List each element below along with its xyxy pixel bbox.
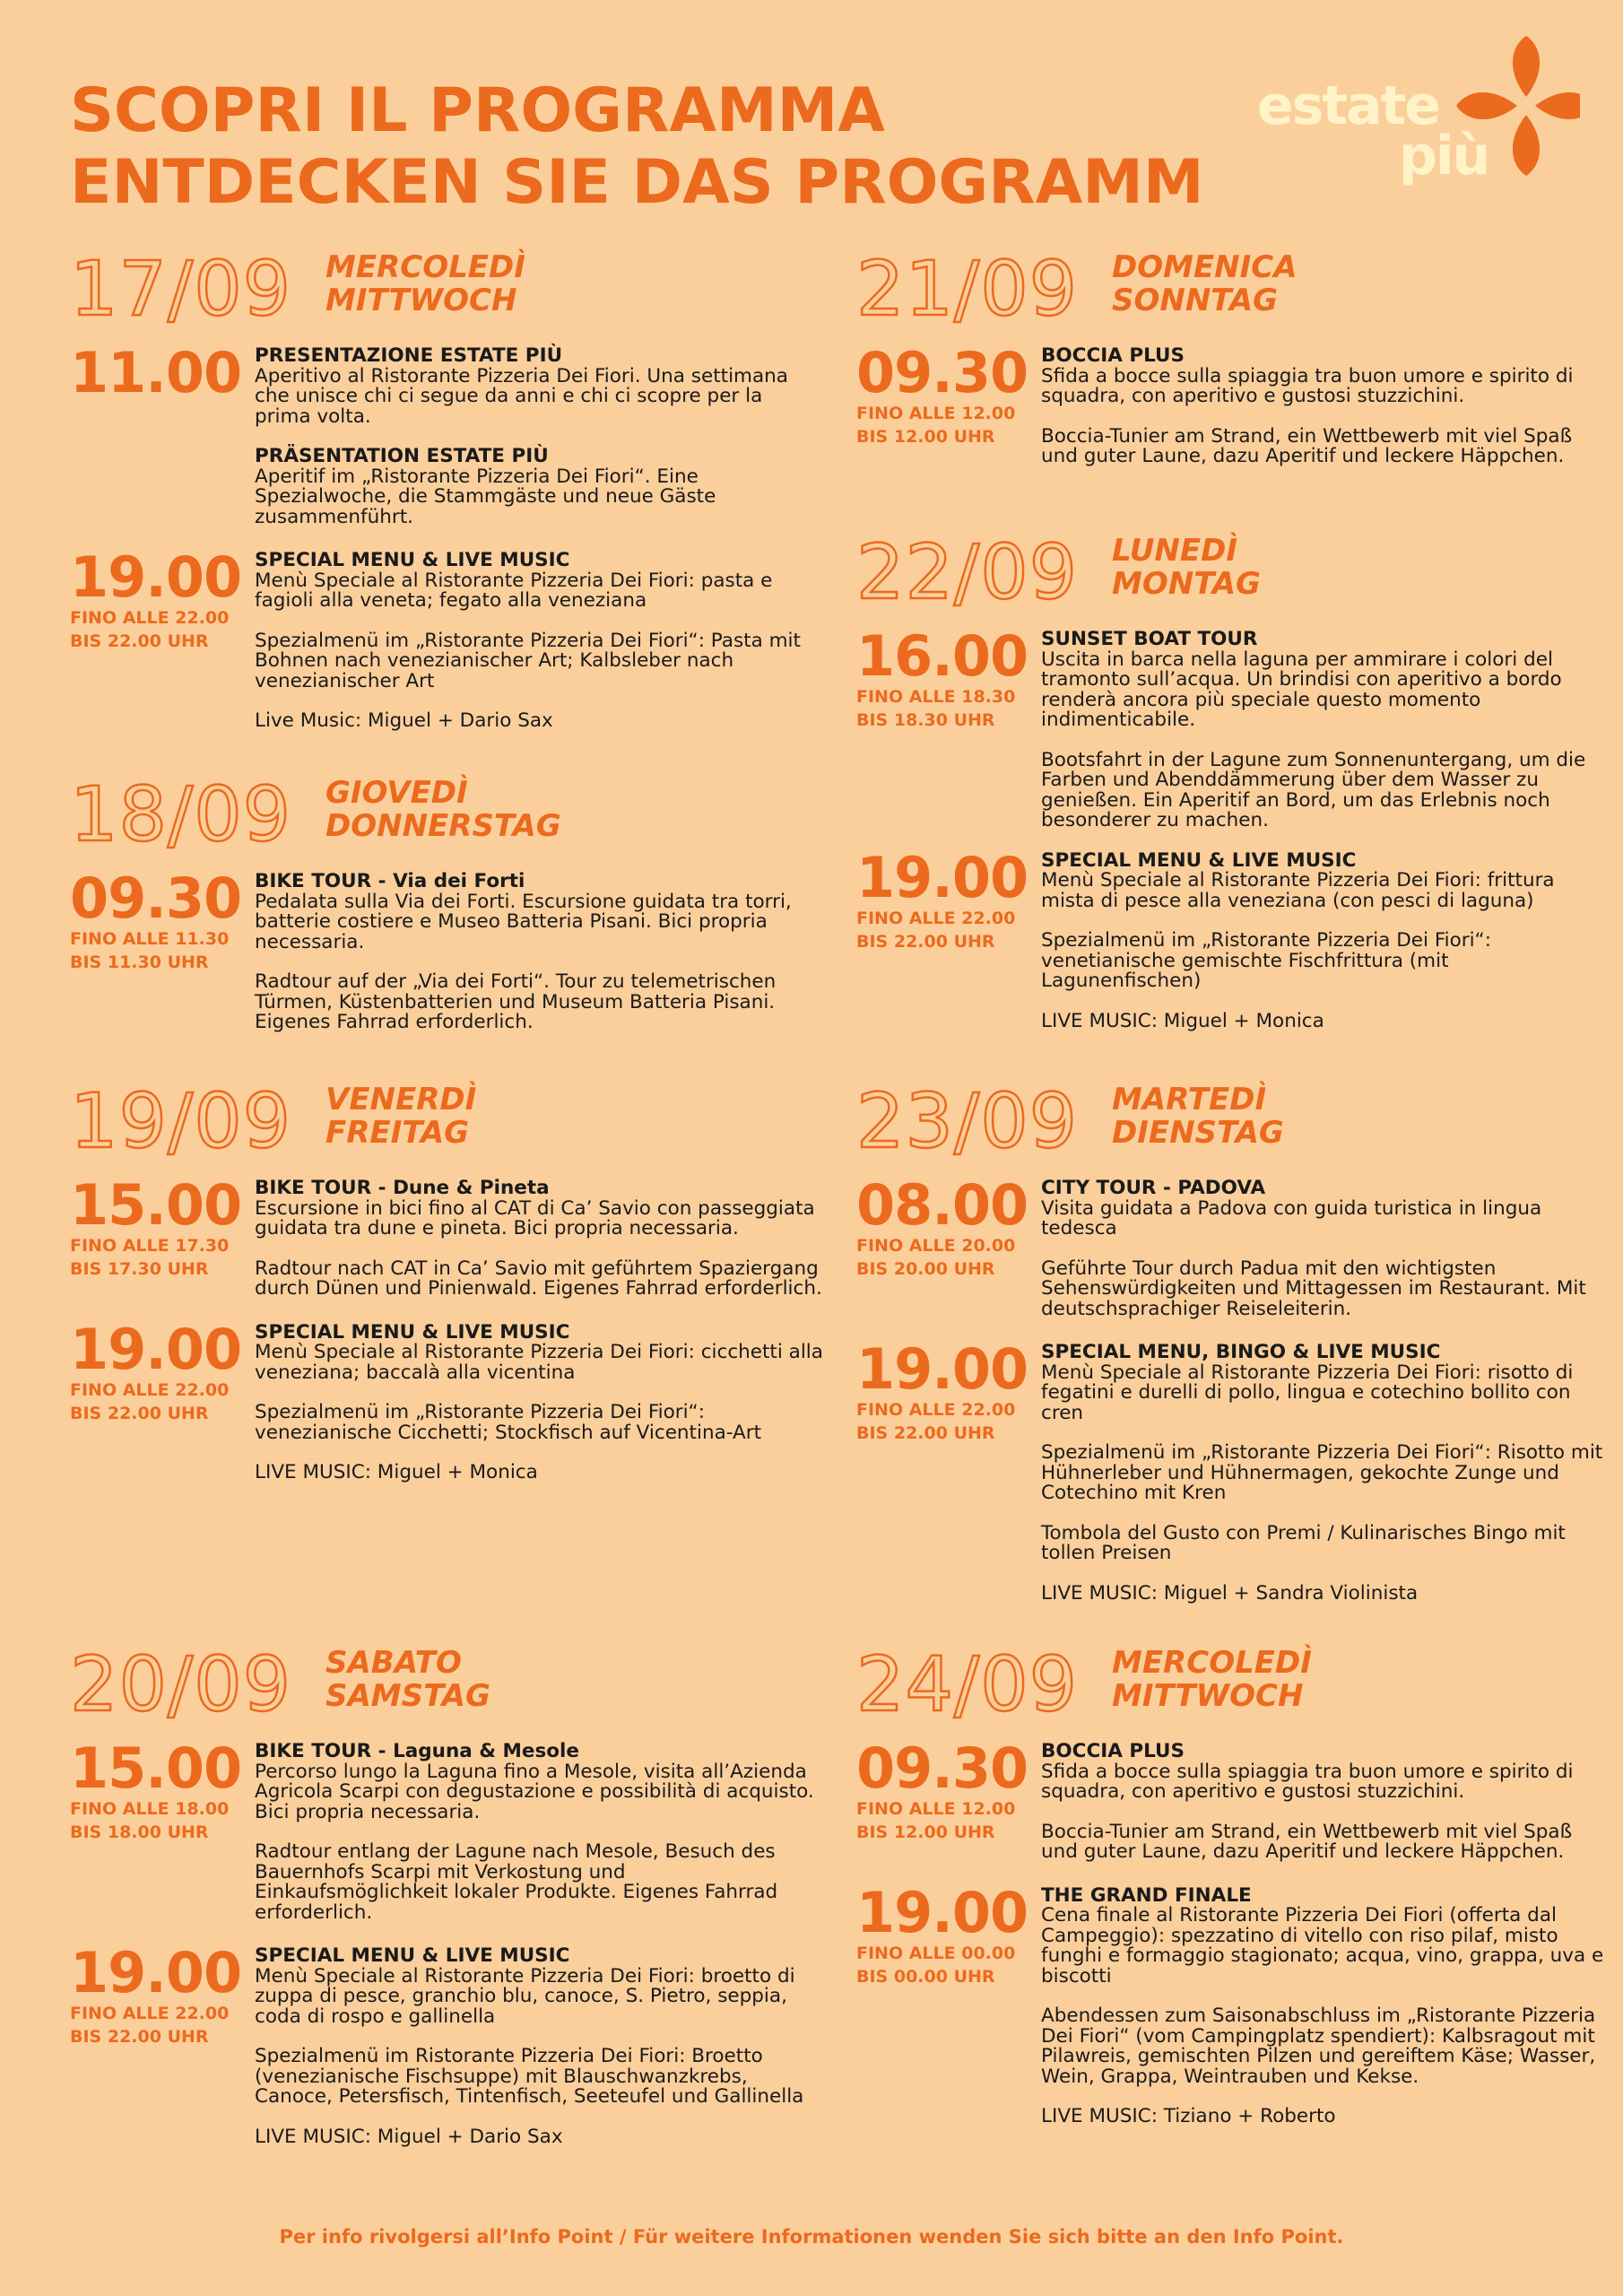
event-time-block <box>856 844 1036 952</box>
day-block <box>856 527 1610 1031</box>
event-time: 09.30 <box>856 340 1028 405</box>
event-note: Tombola del Gusto con Premi / Kulinarisches Bingo mit tollen Preisen <box>1041 1521 1566 1564</box>
svg-text:più: più <box>1399 125 1489 187</box>
event-live-music: LIVE MUSIC: Miguel + Monica <box>255 1461 538 1483</box>
event-title: SPECIAL MENU & LIVE MUSIC <box>255 1320 570 1344</box>
event-time-block <box>856 1735 1036 1842</box>
event-until-german: BIS 18.00 UHR <box>70 1822 209 1842</box>
event-item <box>856 1336 1610 1605</box>
event-description <box>255 551 823 732</box>
event-until-italian: FINO ALLE 12.00 <box>856 404 1016 423</box>
event-item <box>856 1879 1610 2127</box>
event-text-german: Radtour auf der „Via dei Forti“. Tour zu telemetrischen Türmen, Küstenbatterien und Museum Batteria Pisani. Eigenes Fahrrad erforderlich. <box>255 970 777 1033</box>
footer-info: Per info rivolgersi all’Info Point / Für weitere Informationen wenden Sie sich bitte an den Info Point. <box>279 2226 1344 2248</box>
day-weekday <box>325 251 525 317</box>
event-title: SPECIAL MENU & LIVE MUSIC <box>255 549 570 571</box>
event-text-italian: Uscita in barca nella laguna per ammirare i colori del tramonto sull’acqua. Un brindisi con aperitivo a bordo renderà ancora più speciale questo momento indimenticabile. <box>1041 648 1562 731</box>
event-text-italian: Cena finale al Ristorante Pizzeria Dei Fiori (offerta dal Campeggio): spezzatino di vitello con riso pilaf, misto funghi e formaggio stagionato; acqua, vino, grappa, uva e biscotti <box>1041 1904 1604 1987</box>
event-description <box>255 1742 823 1923</box>
event-until-german: BIS 00.00 UHR <box>856 1966 995 1987</box>
event-description <box>1041 1178 1610 1319</box>
event-title: SPECIAL MENU, BINGO & LIVE MUSIC <box>1041 1341 1441 1363</box>
event-text-german: Spezialmenü im „Ristorante Pizzeria Dei Fiori“: Risotto mit Hühnerleber und Hühnermagen, gekochte Zunge und Cotechino mit Kren <box>1041 1441 1603 1504</box>
event-text-italian: Aperitivo al Ristorante Pizzeria Dei Fiori. Una settimana che unisce chi ci segue da anni e chi ci scopre per la prima volta. <box>255 364 788 428</box>
event-item <box>70 1172 823 1300</box>
day-header <box>856 1076 1610 1166</box>
day-weekday <box>1112 251 1298 317</box>
weekday-german: SAMSTAG <box>325 1678 490 1714</box>
weekday-italian: GIOVEDÌ <box>325 775 468 811</box>
day-header <box>856 244 1610 334</box>
event-text-german: Boccia-Tunier am Strand, ein Wettbewerb mit viel Spaß und guter Laune, dazu Aperitif und leckere Häppchen. <box>1041 424 1573 467</box>
event-text-italian: Menù Speciale al Ristorante Pizzeria Dei Fiori: cicchetti alla veneziana; baccalà alla vicentina <box>255 1341 823 1384</box>
event-until-italian: FINO ALLE 12.00 <box>856 1799 1016 1819</box>
weekday-italian: VENERDÌ <box>325 1082 477 1118</box>
weekday-italian: MERCOLEDÌ <box>325 249 525 285</box>
event-until-german: BIS 11.30 UHR <box>70 952 209 972</box>
event-time: 19.00 <box>70 1940 242 2005</box>
event-title: BOCCIA PLUS <box>1041 344 1185 367</box>
event-text-italian: Menù Speciale al Ristorante Pizzeria Dei Fiori: pasta e fagioli alla veneta; fegato alla veneziana <box>255 569 773 612</box>
event-time-block <box>70 1172 249 1279</box>
event-text-italian: Escursione in bici fino al CAT di Ca’ Savio con passeggiata guidata tra dune e pineta. Bici propria necessaria. <box>255 1196 815 1239</box>
day-block <box>70 1639 823 2147</box>
event-text-italian: Pedalata sulla Via dei Forti. Escursione guidata tra torri, batterie costiere e Museo Batteria Pisani. Bici propria necessaria. <box>255 890 792 953</box>
event-live-music: LIVE MUSIC: Miguel + Sandra Violinista <box>1041 1581 1419 1605</box>
event-text-italian: Menù Speciale al Ristorante Pizzeria Dei Fiori: risotto di fegatini e durelli di pollo, lingua e cotechino bollito con cren <box>1041 1361 1574 1424</box>
event-until-german: BIS 17.30 UHR <box>70 1259 209 1279</box>
event-time-block <box>856 1879 1036 1987</box>
event-time-block <box>856 623 1036 730</box>
event-until-italian: FINO ALLE 22.00 <box>856 908 1016 928</box>
day-date: 21/09 <box>856 245 1079 333</box>
event-text-italian: Visita guidata a Padova con guida turistica in lingua tedesca <box>1041 1196 1542 1239</box>
event-description <box>1041 1742 1610 1863</box>
day-date: 18/09 <box>70 770 292 858</box>
day-block <box>70 1076 823 1483</box>
event-item <box>70 1940 823 2148</box>
day-header <box>70 244 823 334</box>
event-item <box>856 1172 1610 1320</box>
event-until-german: BIS 12.00 UHR <box>856 1822 995 1842</box>
event-until-italian: FINO ALLE 18.30 <box>856 687 1016 707</box>
day-date: 24/09 <box>856 1640 1079 1728</box>
event-time-block <box>70 865 249 972</box>
event-item <box>70 1735 823 1924</box>
event-time: 15.00 <box>70 1735 242 1801</box>
event-item <box>856 1735 1610 1863</box>
event-description <box>255 346 823 527</box>
event-description <box>1041 346 1610 467</box>
event-text-italian: Sfida a bocce sulla spiaggia tra buon umore e spirito di squadra, con aperitivo e gustosi stuzzichini. <box>1041 364 1574 407</box>
day-block <box>856 1076 1610 1604</box>
event-time: 15.00 <box>70 1172 242 1238</box>
event-item <box>70 1316 823 1483</box>
event-time: 16.00 <box>856 623 1028 689</box>
event-description <box>255 1178 823 1300</box>
weekday-german: SONNTAG <box>1112 283 1279 318</box>
event-text-german: Spezialmenü im „Ristorante Pizzeria Dei Fiori“: venetianische gemischte Fischfrittura (mit Lagunenfischen) <box>1041 929 1491 992</box>
event-text-italian: Sfida a bocce sulla spiaggia tra buon umore e spirito di squadra, con aperitivo e gustosi stuzzichini. <box>1041 1760 1574 1803</box>
event-live-music: Live Music: Miguel + Dario Sax <box>255 709 553 732</box>
day-date: 23/09 <box>856 1077 1079 1165</box>
event-title: CITY TOUR - PADOVA <box>1041 1177 1266 1199</box>
day-block <box>856 244 1610 467</box>
weekday-german: FREITAG <box>325 1115 470 1151</box>
event-time: 09.30 <box>856 1735 1028 1801</box>
event-until-german: BIS 22.00 UHR <box>70 2027 209 2047</box>
weekday-italian: MARTEDÌ <box>1112 1082 1267 1118</box>
weekday-german: DIENSTAG <box>1112 1115 1284 1151</box>
event-live-music: LIVE MUSIC: Tiziano + Roberto <box>1041 2105 1336 2127</box>
event-time: 08.00 <box>856 1172 1028 1238</box>
day-block <box>70 770 823 1033</box>
event-description <box>1041 630 1610 831</box>
event-time-block <box>70 1316 249 1423</box>
event-time-block <box>856 1172 1036 1279</box>
event-live-music: LIVE MUSIC: Miguel + Monica <box>1041 1009 1324 1032</box>
event-time-block <box>856 340 1036 447</box>
event-text-german: Spezialmenü im „Ristorante Pizzeria Dei Fiori“: venezianische Cicchetti; Stockfisch auf Vicentina-Art <box>255 1401 762 1444</box>
event-title: SPECIAL MENU & LIVE MUSIC <box>255 1944 570 1967</box>
event-time: 19.00 <box>856 844 1028 910</box>
day-weekday <box>325 1647 490 1713</box>
event-item <box>856 340 1610 467</box>
svg-text:estate: estate <box>1257 74 1439 137</box>
event-text-italian: Menù Speciale al Ristorante Pizzeria Dei Fiori: broetto di zuppa di pesce, granchio blu, canoce, S. Pietro, seppia, coda di rospo e gallinella <box>255 1964 795 2028</box>
event-title: PRESENTAZIONE ESTATE PIÙ <box>255 344 563 367</box>
event-time-block <box>70 340 249 405</box>
event-time: 09.30 <box>70 865 242 931</box>
event-text-german: Boccia-Tunier am Strand, ein Wettbewerb mit viel Spaß und guter Laune, dazu Aperitif und leckere Häppchen. <box>1041 1820 1573 1863</box>
event-text-german: Spezialmenü im Ristorante Pizzeria Dei Fiori: Broetto (venezianische Fischsuppe) mit Blauschwanzkrebs, Canoce, Petersfisch, Tintenfisch, Seeteufel und Gallinella <box>255 2045 804 2108</box>
event-until-italian: FINO ALLE 22.00 <box>856 1400 1016 1420</box>
event-until-italian: FINO ALLE 20.00 <box>856 1236 1016 1256</box>
event-text-italian: Menù Speciale al Ristorante Pizzeria Dei Fiori: frittura mista di pesce alla veneziana (con pesci di laguna) <box>1041 869 1555 912</box>
day-weekday <box>1112 1647 1312 1713</box>
event-until-italian: FINO ALLE 18.00 <box>70 1799 230 1819</box>
event-time-block <box>856 1336 1036 1443</box>
event-until-italian: FINO ALLE 17.30 <box>70 1236 230 1256</box>
event-item <box>856 844 1610 1032</box>
event-time: 19.00 <box>856 1879 1028 1945</box>
event-title: SPECIAL MENU & LIVE MUSIC <box>1041 848 1357 872</box>
event-item <box>70 544 823 732</box>
event-text-german: Spezialmenü im „Ristorante Pizzeria Dei Fiori“: Pasta mit Bohnen nach venezianischer Art; Kalbsleber nach venezianischer Art <box>255 629 801 692</box>
day-header <box>70 770 823 859</box>
event-time-block <box>70 1735 249 1842</box>
event-until-italian: FINO ALLE 22.00 <box>70 608 230 628</box>
day-date: 20/09 <box>70 1640 292 1728</box>
headline-german: ENTDECKEN SIE DAS PROGRAMM <box>70 147 1204 218</box>
day-date: 19/09 <box>70 1077 292 1165</box>
event-text-german: Radtour nach CAT in Ca’ Savio mit geführtem Spaziergang durch Dünen und Pinienwald. Eigenes Fahrrad erforderlich. <box>255 1257 822 1300</box>
day-header <box>70 1639 823 1729</box>
day-weekday <box>1112 535 1261 601</box>
day-header <box>856 1639 1610 1729</box>
weekday-italian: MERCOLEDÌ <box>1112 1645 1312 1681</box>
event-time: 11.00 <box>70 340 242 405</box>
event-until-italian: FINO ALLE 11.30 <box>70 929 230 949</box>
event-description <box>255 1946 823 2147</box>
event-title-german: PRÄSENTATION ESTATE PIÙ <box>255 445 549 467</box>
event-title: BIKE TOUR - Via dei Forti <box>255 870 525 892</box>
event-time-block <box>70 544 249 651</box>
event-until-german: BIS 22.00 UHR <box>856 931 995 952</box>
event-until-german: BIS 22.00 UHR <box>70 631 209 651</box>
event-description <box>1041 848 1610 1032</box>
weekday-italian: SABATO <box>325 1645 462 1681</box>
event-until-german: BIS 12.00 UHR <box>856 427 995 447</box>
event-text-german: Geführte Tour durch Padua mit den wichtigsten Sehenswürdigkeiten und Mittagessen im Restaurant. Mit deutschsprachiger Reiseleiterin. <box>1041 1257 1586 1320</box>
event-text-german: Abendessen zum Saisonabschluss im „Ristorante Pizzeria Dei Fiori“ (vom Campingplatz spendiert): Kalbsragout mit Pilawreis, gemischten Pilzen und gereiftem Käse; Wasser, Wein, Grappa, Weintrauben und Kekse. <box>1041 2005 1596 2088</box>
event-until-german: BIS 18.30 UHR <box>856 710 995 730</box>
event-description <box>255 872 823 1033</box>
event-title: SUNSET BOAT TOUR <box>1041 628 1258 650</box>
event-item <box>70 865 823 1033</box>
event-title: BIKE TOUR - Laguna & Mesole <box>255 1740 580 1762</box>
event-until-italian: FINO ALLE 22.00 <box>70 1379 230 1400</box>
day-block <box>70 244 823 732</box>
event-until-german: BIS 20.00 UHR <box>856 1259 995 1279</box>
day-date: 22/09 <box>856 528 1079 616</box>
event-time: 19.00 <box>70 544 242 610</box>
event-title: BOCCIA PLUS <box>1041 1740 1185 1762</box>
day-weekday <box>1112 1083 1284 1150</box>
event-time: 19.00 <box>70 1316 242 1382</box>
weekday-german: DONNERSTAG <box>325 808 561 844</box>
weekday-italian: DOMENICA <box>1112 249 1298 285</box>
estate-piu-logo <box>1257 36 1580 197</box>
event-until-german: BIS 22.00 UHR <box>856 1423 995 1443</box>
weekday-italian: LUNEDÌ <box>1112 533 1237 569</box>
event-text-italian: Percorso lungo la Laguna fino a Mesole, visita all’Azienda Agricola Scarpi con degustazione e possibilità di acquisto. Bici propria necessaria. <box>255 1760 814 1823</box>
event-item <box>856 623 1610 831</box>
event-until-italian: FINO ALLE 00.00 <box>856 1943 1016 1963</box>
event-time-block <box>70 1940 249 2047</box>
event-until-german: BIS 22.00 UHR <box>70 1403 209 1423</box>
weekday-german: MITTWOCH <box>1112 1678 1304 1714</box>
day-date: 17/09 <box>70 245 292 333</box>
event-title: THE GRAND FINALE <box>1041 1883 1252 1907</box>
day-header <box>70 1076 823 1166</box>
event-title: BIKE TOUR - Dune & Pineta <box>255 1177 550 1199</box>
event-text-german: Aperitif im „Ristorante Pizzeria Dei Fiori“. Eine Spezialwoche, die Stammgäste und neue Gäste zusammenführt. <box>255 465 716 528</box>
weekday-german: MITTWOCH <box>325 283 517 318</box>
event-text-german: Bootsfahrt in der Lagune zum Sonnenuntergang, um die Farben und Abenddämmerung über dem Wasser zu genießen. Ein Aperitif an Bord, um das Erlebnis noch besonderer zu machen. <box>1041 748 1586 831</box>
headline-italian: SCOPRI IL PROGRAMMA <box>70 75 885 146</box>
day-weekday <box>325 1083 476 1150</box>
weekday-german: MONTAG <box>1112 566 1261 602</box>
event-text-german: Radtour entlang der Lagune nach Mesole, Besuch des Bauernhofs Scarpi mit Verkostung und Einkaufsmöglichkeit lokaler Produkte. Eigenes Fahrrad erforderlich. <box>255 1840 778 1924</box>
event-until-italian: FINO ALLE 22.00 <box>70 2004 230 2023</box>
event-live-music: LIVE MUSIC: Miguel + Dario Sax <box>255 2125 563 2148</box>
event-description <box>255 1320 823 1483</box>
day-header <box>856 527 1610 617</box>
event-time: 19.00 <box>856 1336 1028 1402</box>
event-item <box>70 340 823 528</box>
headline <box>70 75 1204 219</box>
event-description <box>1041 1343 1610 1604</box>
day-weekday <box>325 777 561 843</box>
day-block <box>856 1639 1610 2127</box>
event-description <box>1041 1883 1610 2127</box>
